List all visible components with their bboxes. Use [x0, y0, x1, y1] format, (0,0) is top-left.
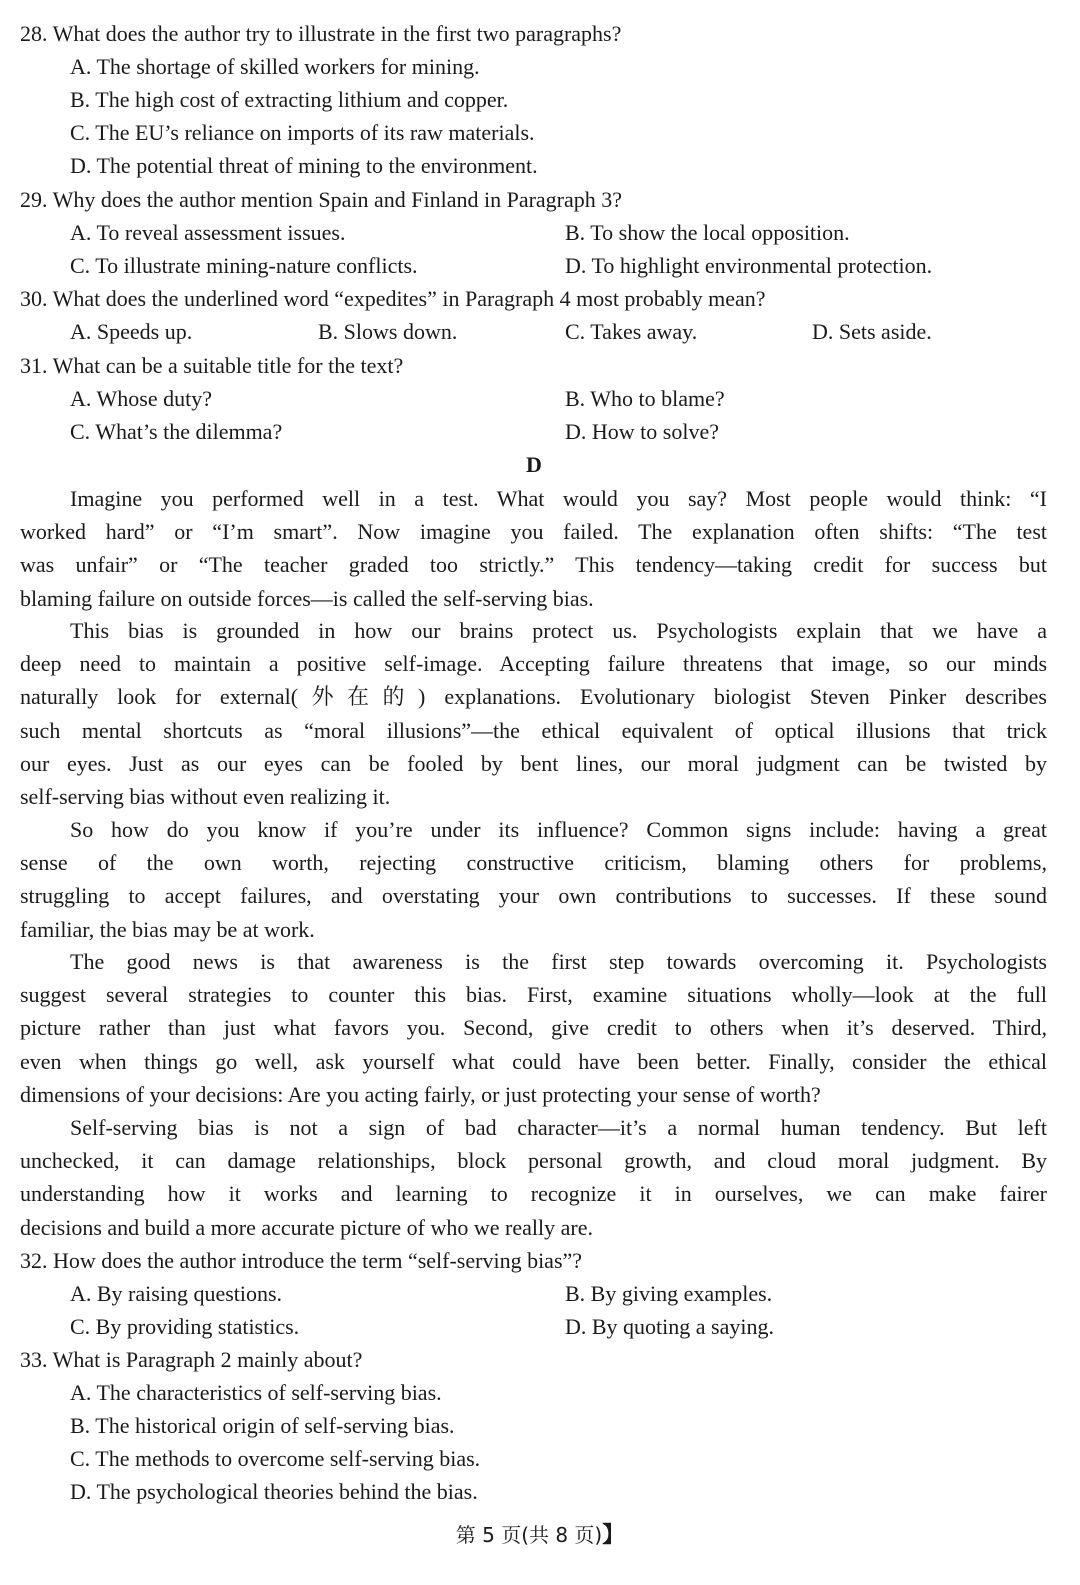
passage-line: decisions and build a more accurate picture of who we really are. — [20, 1214, 593, 1240]
passage-line: dimensions of your decisions: Are you acting fairly, or just protecting your sense of worth? — [20, 1081, 821, 1107]
q33-option-d: D. The psychological theories behind the bias. — [70, 1479, 478, 1504]
passage-line: Self-serving bias is not a sign of bad character—it’s a normal human tendency. But left — [70, 1115, 1047, 1140]
footer-bracket: 】 — [602, 1523, 625, 1548]
passage-line: worked hard” or “I’m smart”. Now imagine you failed. The explanation often shifts: “The test — [20, 519, 1047, 545]
passage-line: unchecked, it can damage relationships, block personal growth, and cloud moral judgment. By — [20, 1148, 1047, 1174]
q33-option-b: B. The historical origin of self-serving bias. — [70, 1413, 455, 1438]
q32-option-c: C. By providing statistics. — [70, 1314, 300, 1339]
q31-option-a: A. Whose duty? — [70, 386, 212, 411]
q29-option-d: D. To highlight environmental protection. — [565, 253, 933, 278]
q33-option-a: A. The characteristics of self-serving bias. — [70, 1380, 442, 1405]
passage-line: picture rather than just what favors you. Second, give credit to others when it’s deserved. Third, — [20, 1015, 1047, 1041]
q29-option-a: A. To reveal assessment issues. — [70, 220, 346, 245]
q32-option-d: D. By quoting a saying. — [565, 1314, 774, 1339]
passage-line: So how do you know if you’re under its influence? Common signs include: having a great — [70, 817, 1047, 842]
passage-line: This bias is grounded in how our brains protect us. Psychologists explain that we have a — [70, 618, 1047, 643]
q30-option-d: D. Sets aside. — [812, 319, 932, 344]
passage-line: blaming failure on outside forces—is called the self-serving bias. — [20, 585, 594, 611]
q30-stem: 30. What does the underlined word “expedites” in Paragraph 4 most probably mean? — [20, 286, 766, 311]
q31-option-c: C. What’s the dilemma? — [70, 419, 283, 444]
passage-line: suggest several strategies to counter this bias. First, examine situations wholly—look at the full — [20, 982, 1047, 1008]
q28-option-c: C. The EU’s reliance on imports of its raw materials. — [70, 120, 535, 145]
section-letter: D — [526, 452, 542, 477]
passage-line: sense of the own worth, rejecting constructive criticism, blaming others for problems, — [20, 850, 1047, 876]
passage-line: The good news is that awareness is the first step towards overcoming it. Psychologists — [70, 949, 1047, 974]
passage-paragraph-3 — [20, 813, 1047, 946]
passage-line: struggling to accept failures, and overstating your own contributions to successes. If these sound — [20, 883, 1047, 909]
q28-option-b: B. The high cost of extracting lithium and copper. — [70, 87, 509, 112]
q32-stem: 32. How does the author introduce the term “self-serving bias”? — [20, 1248, 583, 1273]
passage-line: self-serving bias without even realizing it. — [20, 784, 391, 810]
passage-paragraph-4 — [20, 945, 1047, 1111]
page-footer — [0, 1520, 1080, 1551]
q30-option-a: A. Speeds up. — [70, 319, 193, 344]
passage-line: was unfair” or “The teacher graded too strictly.” This tendency—taking credit for success but — [20, 552, 1047, 578]
passage-paragraph-5 — [20, 1111, 1047, 1244]
passage-line: such mental shortcuts as “moral illusions”—the ethical equivalent of optical illusions that trick — [20, 717, 1047, 743]
q29-option-c: C. To illustrate mining-nature conflicts. — [70, 253, 418, 278]
page-number: 第 5 页(共 8 页) — [455, 1523, 603, 1547]
passage-line: familiar, the bias may be at work. — [20, 916, 315, 942]
passage-paragraph-1 — [20, 482, 1047, 615]
passage-line: even when things go well, ask yourself what could have been better. Finally, consider the ethical — [20, 1048, 1047, 1074]
passage-paragraph-2 — [20, 614, 1047, 813]
q29-stem: 29. Why does the author mention Spain and Finland in Paragraph 3? — [20, 187, 623, 212]
q30-option-c: C. Takes away. — [565, 319, 698, 344]
q32-option-a: A. By raising questions. — [70, 1281, 283, 1306]
q28-option-d: D. The potential threat of mining to the environment. — [70, 153, 538, 178]
q31-option-d: D. How to solve? — [565, 419, 719, 444]
q33-option-c: C. The methods to overcome self-serving bias. — [70, 1446, 481, 1471]
passage-line: deep need to maintain a positive self-image. Accepting failure threatens that image, so our minds — [20, 651, 1047, 677]
q28-stem: 28. What does the author try to illustrate in the first two paragraphs? — [20, 21, 622, 46]
q28-option-a: A. The shortage of skilled workers for mining. — [70, 54, 480, 79]
passage-line: our eyes. Just as our eyes can be fooled by bent lines, our moral judgment can be twisted by — [20, 750, 1047, 776]
passage-line: understanding how it works and learning to recognize it in ourselves, we can make fairer — [20, 1181, 1047, 1207]
q33-stem: 33. What is Paragraph 2 mainly about? — [20, 1347, 363, 1372]
q32-option-b: B. By giving examples. — [565, 1281, 773, 1306]
q31-option-b: B. Who to blame? — [565, 386, 725, 411]
passage-line: Imagine you performed well in a test. What would you say? Most people would think: “I — [70, 486, 1047, 511]
q30-option-b: B. Slows down. — [318, 319, 458, 344]
passage-line: naturally look for external(外在的) explanations. Evolutionary biologist Steven Pinker describes — [20, 684, 1047, 710]
q29-option-b: B. To show the local opposition. — [565, 220, 850, 245]
q31-stem: 31. What can be a suitable title for the text? — [20, 353, 404, 378]
